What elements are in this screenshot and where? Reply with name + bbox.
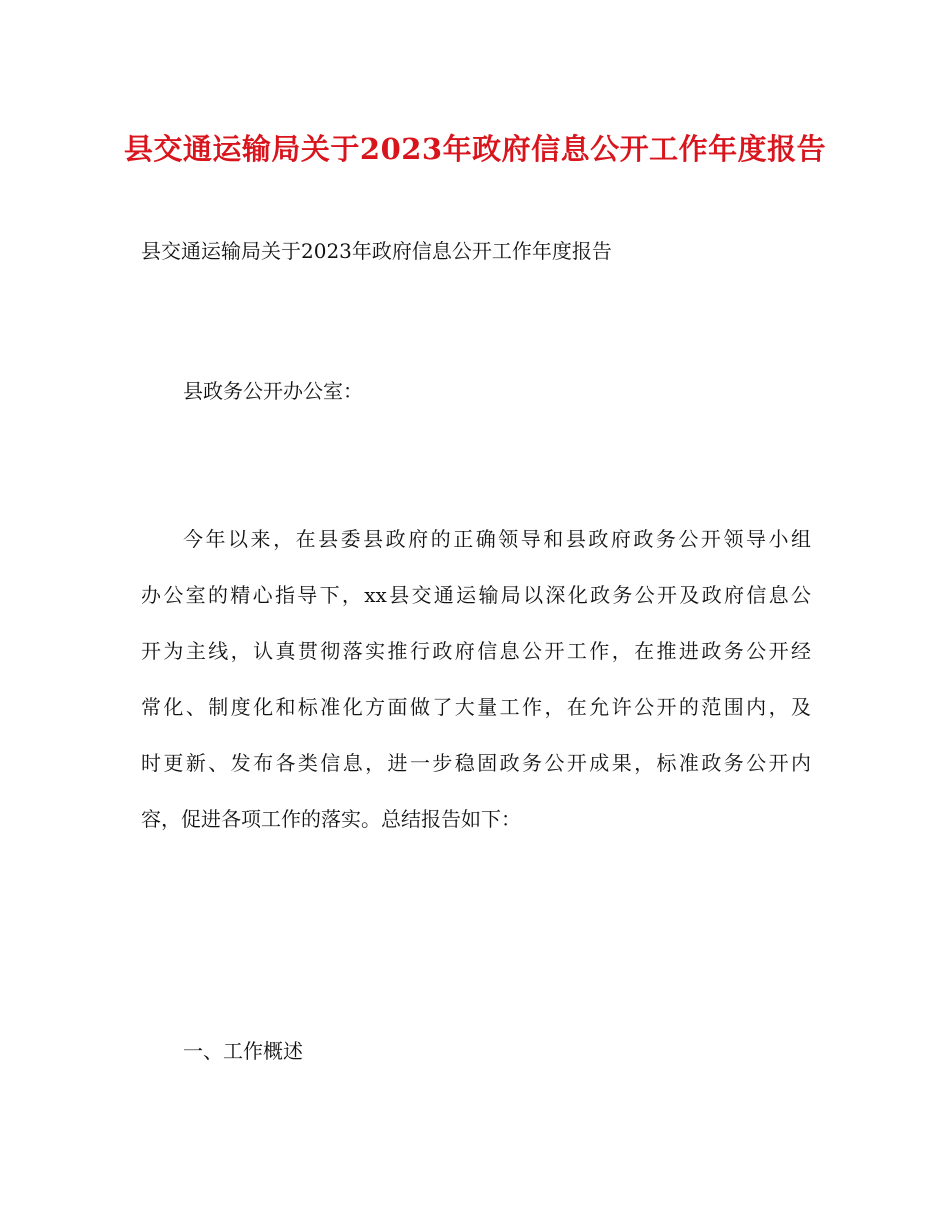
intro-line: 容，促进各项工作的落实。总结报告如下：: [141, 807, 521, 831]
document-subtitle: 县交通运输局关于2023年政府信息公开工作年度报告: [141, 239, 612, 263]
intro-paragraph: [141, 524, 811, 860]
section-heading: 一、工作概述: [183, 1039, 303, 1063]
intro-line: 常化、制度化和标准化方面做了大量工作，在允许公开的范围内，及: [141, 695, 811, 719]
document-title: 县交通运输局关于2023年政府信息公开工作年度报告: [123, 132, 827, 166]
intro-line: 开为主线，认真贯彻落实推行政府信息公开工作，在推进政务公开经: [141, 639, 811, 663]
salutation: 县政务公开办公室：: [183, 379, 363, 403]
intro-line: 时更新、发布各类信息，进一步稳固政务公开成果，标准政务公开内: [141, 751, 811, 775]
intro-line: 今年以来，在县委县政府的正确领导和县政府政务公开领导小组: [183, 527, 811, 551]
intro-line: 办公室的精心指导下，xx县交通运输局以深化政务公开及政府信息公: [141, 583, 811, 607]
